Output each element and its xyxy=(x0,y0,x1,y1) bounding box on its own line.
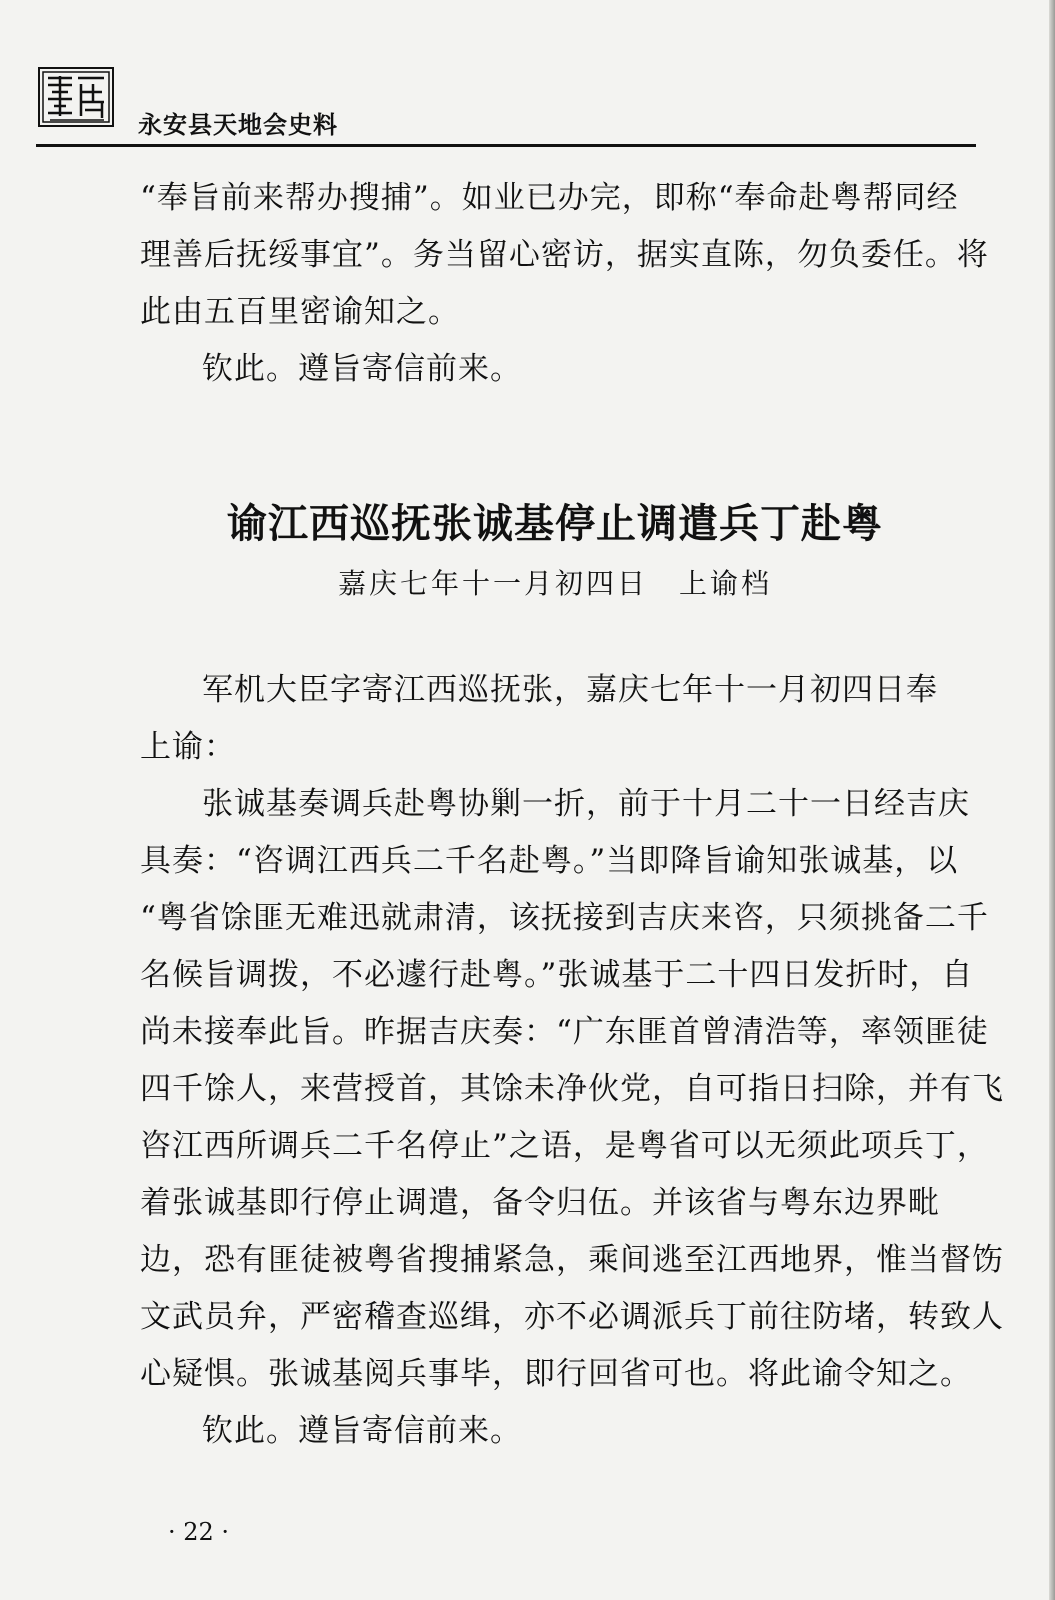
paragraph-line: 理善后抚绥事宜”。务当留心密访，据实直陈，勿负委任。将 xyxy=(140,237,989,273)
paragraph-line: “奉旨前来帮办搜捕”。如业已办完，即称“奉命赴粤帮同经 xyxy=(140,180,959,216)
paragraph-line: “粤省馀匪无难迅就肃清，该抚接到吉庆来咨，只须挑备二千 xyxy=(140,900,989,936)
paragraph-line: 名候旨调拨，不必遽行赴粤。”张诚基于二十四日发折时，自 xyxy=(140,957,974,993)
running-header xyxy=(36,62,976,150)
paragraph-line: 咨江西所调兵二千名停止”之语，是粤省可以无须此项兵丁， xyxy=(140,1128,989,1164)
paragraph-line: 具奏：“咨调江西兵二千名赴粤。”当即降旨谕知张诚基，以 xyxy=(140,843,959,879)
paragraph-line: 军机大臣字寄江西巡抚张，嘉庆七年十一月初四日奉 xyxy=(202,672,938,708)
page-number: · 22 · xyxy=(168,1518,230,1546)
paragraph-line: 文武员弁，严密稽查巡缉，亦不必调派兵丁前往防堵，转致人 xyxy=(140,1299,1004,1335)
closing-line: 钦此。遵旨寄信前来。 xyxy=(202,1413,522,1449)
paragraph-line: 此由五百里密谕知之。 xyxy=(140,294,460,330)
paragraph-line: 边，恐有匪徒被粤省搜捕紧急，乘间逃至江西地界，惟当督饬 xyxy=(140,1242,1004,1278)
paragraph-line: 张诚基奏调兵赴粤协剿一折，前于十月二十一日经吉庆 xyxy=(202,786,970,822)
section-subtitle: 嘉庆七年十一月初四日 上谕档 xyxy=(337,567,772,600)
closing-line: 钦此。遵旨寄信前来。 xyxy=(202,351,522,387)
paragraph-line: 上谕： xyxy=(140,729,236,765)
page-edge xyxy=(1049,0,1055,1600)
paragraph-line: 尚未接奉此旨。昨据吉庆奏：“广东匪首曾清浩等，率领匪徒 xyxy=(140,1014,989,1050)
header-rule xyxy=(36,144,976,147)
paragraph-line: 心疑惧。张诚基阅兵事毕，即行回省可也。将此谕令知之。 xyxy=(140,1356,972,1392)
seal-logo-icon xyxy=(38,62,116,132)
paragraph-line: 四千馀人，来营授首，其馀未净伙党，自可指日扫除，并有飞 xyxy=(140,1071,1004,1107)
paragraph-line: 着张诚基即行停止调遣，备令归伍。并该省与粤东边界毗 xyxy=(140,1185,940,1221)
book-title: 永安县天地会史料 xyxy=(138,111,338,139)
section-title: 谕江西巡抚张诚基停止调遣兵丁赴粤 xyxy=(227,500,883,547)
